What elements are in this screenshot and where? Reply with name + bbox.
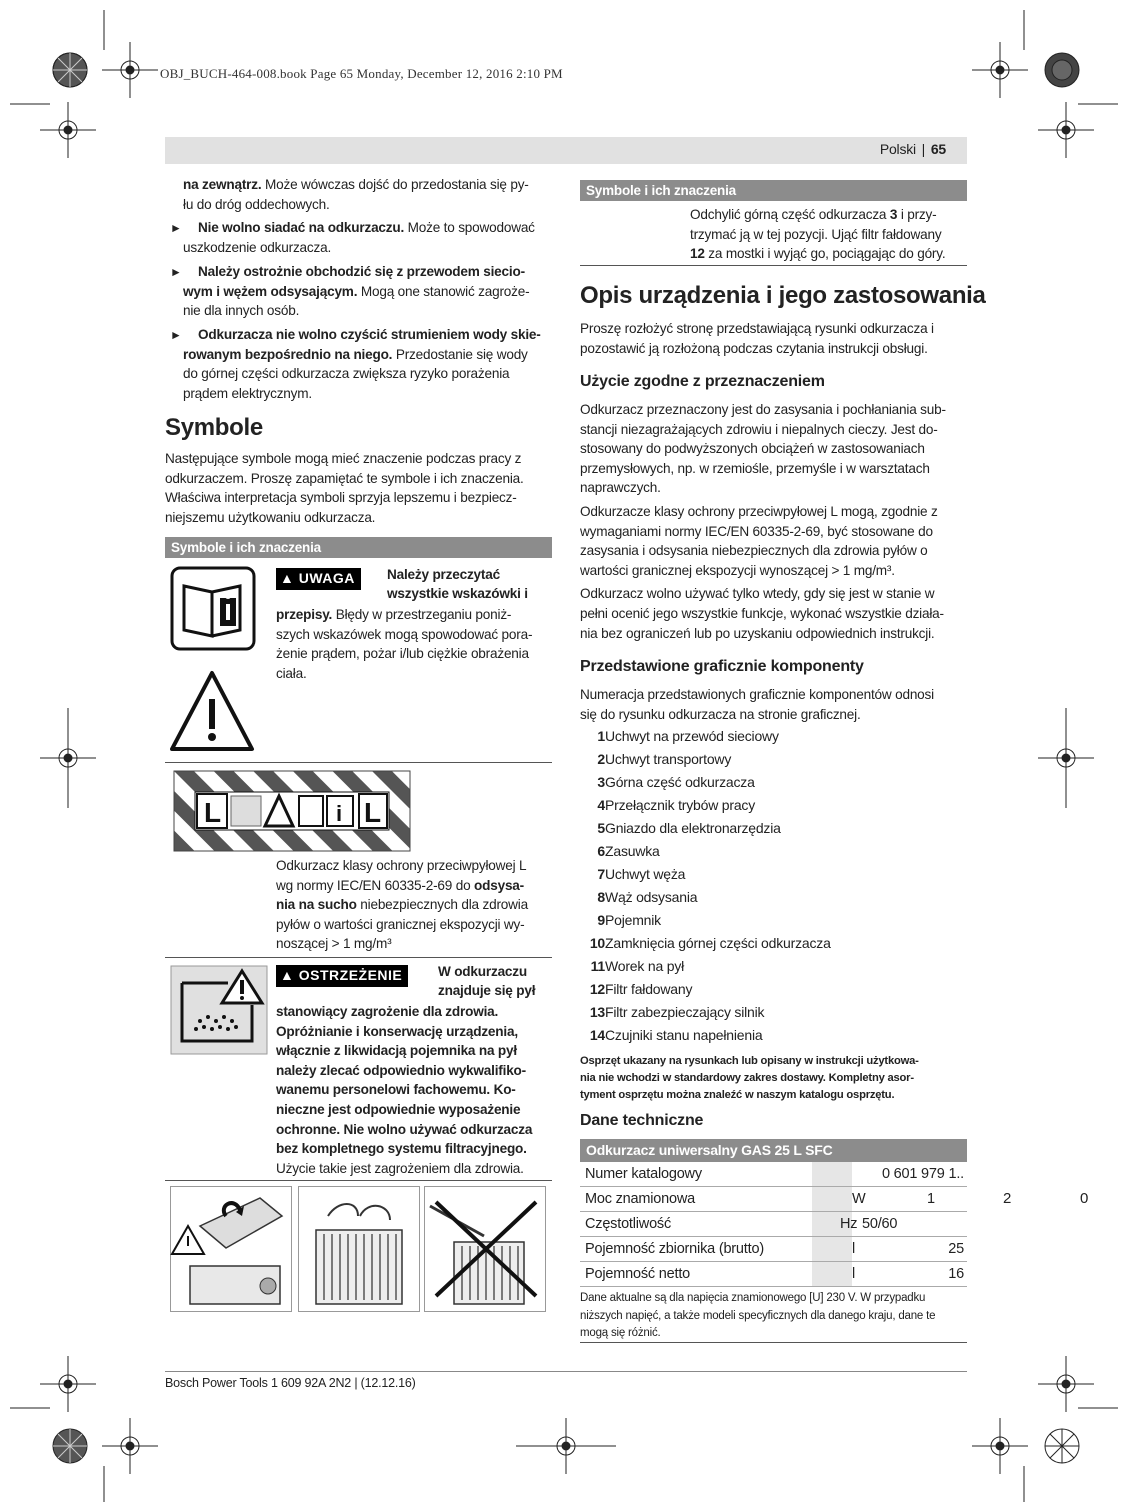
paragraph-line: Numeracja przedstawionych graficznie komponentów odnosi [580,687,934,702]
dust-class-line: pyłów o wartości granicznej ekspozycji wy- [276,916,525,932]
intro-paragraph [183,175,555,214]
dust-class-bold: odsysa- [474,877,524,893]
paragraph-line: Właściwa interpretacja symboli sprzyja lepszemu i bezpiecz- [165,490,517,506]
crosshair-icon [102,1418,158,1474]
header-page-number: 65 [930,141,946,157]
bullet-bold: wym i wężem odsysającym. [183,283,358,299]
component-number: 13 [589,1004,605,1020]
tech-data-row [580,1237,967,1262]
crosshair-icon [40,102,96,158]
bullet-item [183,325,558,403]
paragraph-line: Odkurzacz przeznaczony jest do zasysania i pochłaniania sub- [580,402,946,417]
component-number: 10 [589,935,605,951]
tilt-text: i przy- [897,207,937,222]
uwaga-badge-label: UWAGA [298,570,355,586]
ostrzezenie-line: bez kompletnego systemu filtracyjnego. [276,1141,527,1157]
component-item [580,774,755,790]
paragraph-line: stancji niezagrażających zdrowiu i niepalnych cieczy. Jest do- [580,421,938,437]
paragraph-line: zasysania i odsysania niebezpiecznych dla zdrowia pyłów o [580,543,928,559]
subsection-title-uzycie: Użycie zgodne z przeznaczeniem [580,373,825,390]
component-item [580,820,781,836]
component-label: Worek na pył [605,958,685,974]
ostrzezenie-badge-label: OSTRZEŻENIE [298,967,403,983]
component-number: 12 [589,981,605,997]
ostrzezenie-line: należy zlecać odpowiednio wykwalifiko- [276,1062,526,1078]
rosette-icon [1045,53,1079,87]
crosshair-icon [102,42,158,98]
divider [580,265,967,266]
component-label: Przełącznik trybów pracy [605,797,756,813]
paragraph-line: Następujące symbole mogą mieć znaczenie podczas pracy z [165,451,522,466]
uwaga-line: wszystkie wskazówki i [387,586,528,601]
ostrzezenie-line: ochronne. Nie wolno używać odkurzacza [276,1121,533,1137]
note-line: mogą się różnić. [580,1327,661,1339]
bullet-icon: ► [170,328,182,342]
bullet-text: prądem elektrycznym. [183,385,312,401]
crosshair-icon [1038,1356,1094,1412]
illustration-no-blow [424,1186,546,1312]
divider [165,1180,552,1181]
tech-data-value: 16 [948,1266,964,1282]
component-number: 7 [597,866,605,882]
ostrzezenie-line: wanemu personelowi fachowemu. Ko- [276,1082,516,1098]
component-item [580,728,779,744]
tech-data-header: Odkurzacz uniwersalny GAS 25 L SFC [580,1139,967,1162]
crosshair-icon [516,1418,616,1474]
crosshair-icon [1038,708,1094,808]
tech-data-row [580,1162,967,1187]
tech-data-unit: l [852,1266,856,1282]
crosshair-icon [1038,102,1094,158]
component-number: 3 [597,774,605,790]
component-number: 11 [590,958,605,974]
uwaga-line: żenie prądem, pożar i/lub ciężkie obrażenia [276,646,529,662]
bullet-item [183,262,555,321]
hazardous-dust-icon [170,965,268,1055]
paragraph-line: naprawczych. [580,480,661,496]
note-line: tyment osprzętu można znaleźć w naszym katalogu osprzętu. [580,1089,895,1101]
paragraph-line: niejszemu użytkowaniu odkurzacza. [165,509,376,525]
uzycie-paragraph [580,400,970,643]
component-number: 9 [597,912,605,928]
ostrzezenie-block [276,962,554,1178]
tilt-number: 12 [690,246,705,262]
paragraph-line: wymaganiami normy IEC/EN 60335-2-69, być stosowane do [580,523,933,539]
tech-data-label: Numer katalogowy [585,1166,702,1182]
component-number: 4 [597,797,605,813]
symbol-table-header: Symbole i ich znaczenia [165,537,552,558]
paragraph-line: przemysłowych, np. w rzemiośle, przemyśle i w warsztatach [580,460,930,476]
class-letter-left: L [204,797,222,828]
dust-class-bold: nia na sucho [276,897,357,913]
bullet-icon: ► [170,221,182,235]
tilt-text: Odchylić górną część odkurzacza [690,207,890,222]
component-number: 8 [597,889,605,905]
divider [165,762,552,763]
uwaga-badge: ▲ UWAGA [276,568,361,590]
component-item [580,1027,762,1043]
overflow-digit: 2 [1003,1190,1012,1207]
header-language: Polski [879,141,916,157]
component-label: Wąż odsysania [605,889,698,905]
ostrzezenie-line: znajduje się pył [438,983,536,998]
dust-class-line: wg normy IEC/EN 60335-2-69 do [276,877,471,893]
intro-line: łu do dróg oddechowych. [183,196,330,212]
accessory-note [580,1053,972,1104]
warning-triangle-icon [168,667,256,755]
component-item [580,912,661,928]
illustration-tilt-top [170,1186,292,1312]
component-item [580,751,731,767]
paragraph-line: nia bez ograniczeń lub po uzyskaniu odpowiednich instrukcji. [580,625,935,641]
subsection-title-dane: Dane techniczne [580,1112,704,1129]
ostrzezenie-line: włącznie z likwidacją pojemnika na pył [276,1043,517,1059]
footer-rule [165,1371,967,1372]
paragraph-line: Proszę rozłożyć stronę przedstawiającą rysunki odkurzacza i [580,321,934,336]
opis-paragraph [580,319,970,358]
tech-data-value: 0 601 979 1.. [881,1166,964,1182]
tech-data-value: 25 [948,1241,964,1257]
tech-data-value: 50/60 [862,1216,898,1232]
tech-data-label: Częstotliwość [585,1216,672,1232]
bullet-icon: ► [170,265,182,279]
intro-bold: na zewnątrz. [183,177,262,192]
tech-data-value: 1 [927,1191,935,1207]
bullet-text: Może to spowodować [407,220,535,235]
rosette-icon [1045,1429,1079,1463]
component-item [580,797,755,813]
bullet-text: uszkodzenie odkurzacza. [183,239,332,255]
tech-data-unit: Hz [840,1216,858,1232]
tech-data-row [580,1187,967,1212]
class-letter-right: L [364,797,382,828]
rosette-icon [53,1429,87,1463]
component-label: Uchwyt węża [605,866,686,882]
intro-line: Może wówczas dojść do przedostania się py- [265,177,529,192]
paragraph-line: stosowany do podwyższonych obciążeń w zastosowaniach [580,441,925,457]
tilt-text: za mostki i wyjąć go, pociągając do góry. [704,246,946,262]
component-item [580,958,684,974]
component-label: Zamknięcia górnej części odkurzacza [605,935,831,951]
dust-class-line: Odkurzacz klasy ochrony przeciwpyłowej L [276,858,527,873]
section-title-symbole: Symbole [165,414,263,441]
overflow-digit: 0 [1080,1190,1089,1207]
page-header: Polski | 65 [879,141,946,157]
dust-class-line: niebezpiecznych dla zdrowia [360,897,528,913]
component-number: 2 [597,751,605,767]
component-label: Pojemnik [605,912,661,928]
paragraph-line: się do rysunku odkurzacza na stronie graficznej. [580,706,861,722]
ostrzezenie-line: Użycie takie jest zagrożeniem dla zdrowia. [276,1160,524,1176]
crosshair-icon [40,1356,96,1412]
paragraph-line: odkurzaczem. Proszę zapamiętać te symbole i ich znaczenia. [165,470,524,486]
bullet-bold: rowanym bezpośrednio na niego. [183,346,393,362]
divider [165,957,552,958]
uwaga-line: Błędy w przestrzeganiu poniż- [335,607,512,622]
dust-class-label-icon [173,770,411,852]
svg-text:i: i [336,801,343,826]
bullet-text: nie dla innych osób. [183,303,300,319]
tilt-instruction [690,205,967,264]
illustration-filter [298,1186,420,1312]
tilt-number: 3 [889,207,898,222]
crosshair-icon [40,708,96,808]
symbole-paragraph [165,449,555,527]
note-line: nia nie wchodzi w standardowy zakres dostawy. Kompletny asor- [580,1072,914,1084]
tech-data-label: Moc znamionowa [585,1191,696,1207]
component-label: Filtr fałdowany [605,981,693,997]
crosshair-icon [972,42,1028,98]
component-item [580,1004,764,1020]
component-label: Filtr zabezpieczający silnik [605,1004,765,1020]
book-file-line: OBJ_BUCH-464-008.book Page 65 Monday, December 12, 2016 2:10 PM [160,66,563,81]
read-manual-icon [170,566,256,651]
uwaga-line: szych wskazówek mogą spowodować pora- [276,626,533,642]
uwaga-line: Należy przeczytać [387,567,500,582]
component-number: 5 [597,820,605,836]
tech-data-note [580,1290,972,1343]
paragraph-line: pozostawić ją rozłożoną podczas czytania instrukcji obsługi. [580,340,928,356]
symbol-table-header-continued: Symbole i ich znaczenia [580,180,967,201]
component-label: Uchwyt transportowy [605,751,732,767]
komponenty-paragraph [580,685,970,724]
uwaga-line: ciała. [276,665,307,681]
bullet-bold: Nie wolno siadać na odkurzaczu. [198,220,405,235]
component-label: Czujniki stanu napełnienia [605,1027,763,1043]
subsection-title-komponenty: Przedstawione graficznie komponenty [580,658,864,675]
ostrzezenie-line: stanowiący zagrożenie dla zdrowia. [276,1004,499,1019]
paragraph-line: Odkurzacze klasy ochrony przeciwpyłowej L mogą, zgodnie z [580,503,938,519]
component-label: Gniazdo dla elektronarzędzia [605,820,781,836]
component-number: 6 [597,843,605,859]
uwaga-block [276,565,552,683]
bullet-bold: Odkurzacza nie wolno czyścić strumieniem wody skie- [198,327,541,342]
component-item [580,889,697,905]
component-label: Zasuwka [605,843,660,859]
bullet-item [183,218,555,257]
crosshair-icon [972,1418,1028,1474]
paragraph-line: pełni ocenić jego wszystkie funkcje, wykonać wszystkie działa- [580,605,944,621]
tilt-text: trzymać ją w tej pozycji. Ująć filtr fałdowany [690,226,942,242]
dust-class-line: noszącej > 1 mg/m³ [276,936,392,952]
bullet-text: do górnej części odkurzacza zwiększa ryzyko porażenia [183,366,510,382]
paragraph-line: wartości granicznej ekspozycji wynoszącej > 1 mg/m³. [580,562,895,578]
component-number: 1 [597,728,605,744]
note-line: Osprzęt ukazany na rysunkach lub opisany w instrukcji użytkowa- [580,1055,919,1067]
ostrzezenie-badge: ▲ OSTRZEŻENIE [276,965,408,987]
tech-data-label: Pojemność zbiornika (brutto) [585,1241,764,1257]
ostrzezenie-line: nieczne jest odpowiednie wyposażenie [276,1101,521,1117]
tech-data-row [580,1262,967,1287]
dust-class-description [276,856,552,954]
component-item [580,866,685,882]
divider [580,1342,967,1343]
tech-data-row [580,1212,967,1237]
bullet-bold: Należy ostrożnie obchodzić się z przewodem sieciо- [198,264,525,279]
paragraph-line: Odkurzacz wolno używać tylko wtedy, gdy się jest w stanie w [580,586,935,602]
bullet-text: Mogą one stanowić zagroże- [360,283,530,299]
page-footer: Bosch Power Tools 1 609 92A 2N2 | (12.12.16) [165,1376,416,1390]
tech-data-unit: l [852,1241,856,1257]
ostrzezenie-line: Opróżnianie i konserwację urządzenia, [276,1023,518,1039]
page-header-bar [165,137,967,164]
note-line: Dane aktualne są dla napięcia znamionowego [U] 230 V. W przypadku [580,1292,926,1304]
bullet-text: Przedostanie się wody [395,346,528,362]
uwaga-bold: przepisy. [276,607,333,622]
ostrzezenie-line: W odkurzaczu [438,964,527,979]
section-title-opis: Opis urządzenia i jego zastosowania [580,282,986,309]
tech-data-unit: W [852,1191,866,1207]
component-item [580,935,831,951]
note-line: niższych napięć, a także modeli specyficznych dla danego kraju, dane te [580,1309,936,1322]
component-label: Uchwyt na przewód sieciowy [605,728,779,744]
tech-data-label: Pojemność netto [585,1266,691,1282]
rosette-icon [53,53,87,87]
component-item [580,843,660,859]
component-item [580,981,692,997]
component-number: 14 [589,1027,605,1043]
component-label: Górna część odkurzacza [605,774,755,790]
